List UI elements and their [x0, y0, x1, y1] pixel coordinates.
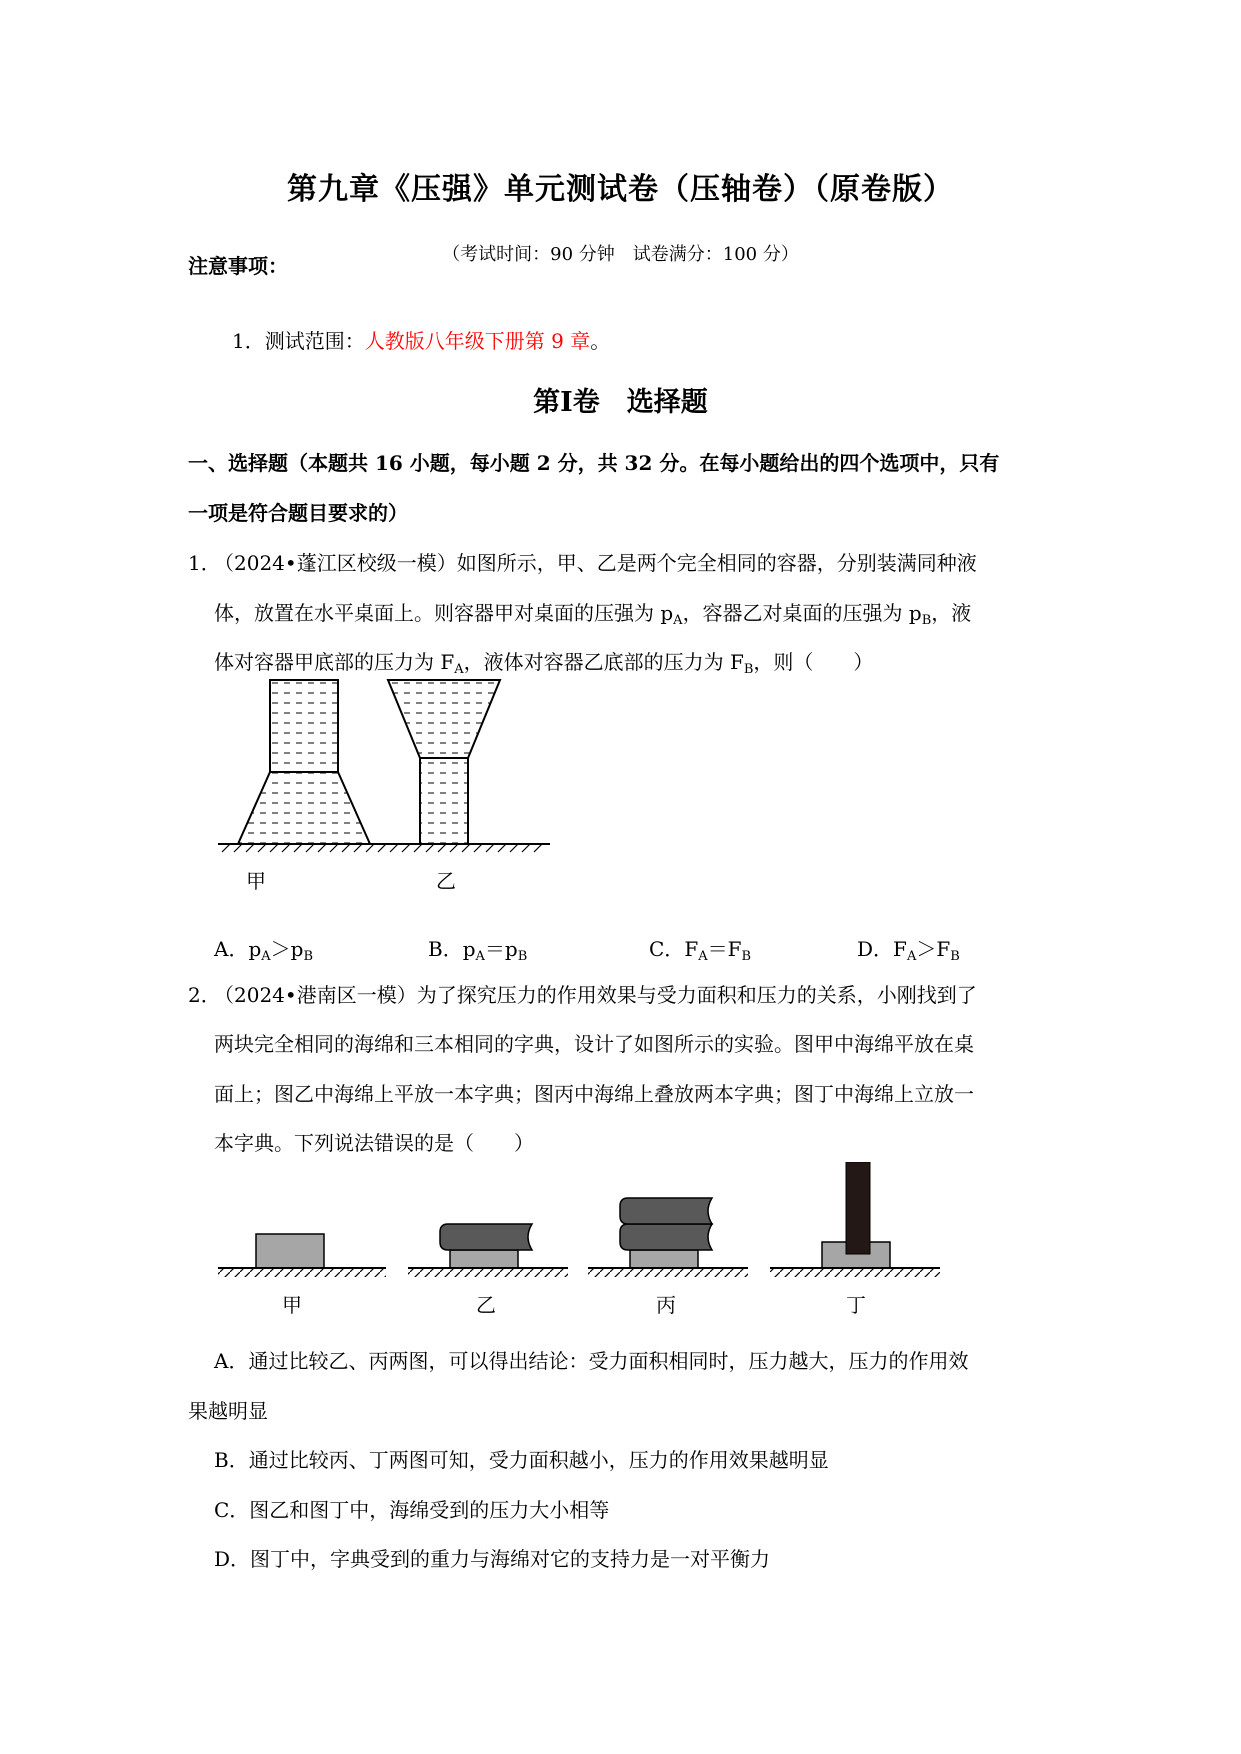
q1-line2: 体，放置在水平桌面上。则容器甲对桌面的压强为 $p_A$，容器乙对桌面的压强为 $p_B$，液	[214, 601, 972, 628]
setup-yi	[408, 1224, 568, 1277]
q2-option-c: C．图乙和图丁中，海绵受到的压力大小相等	[214, 1498, 610, 1522]
notice-item	[232, 327, 610, 355]
book	[620, 1198, 712, 1224]
q1-figure	[210, 678, 630, 908]
q1-option-d: D．$F_A>F_B$	[857, 937, 960, 964]
q1-line3: 体对容器甲底部的压力为 $F_A$，液体对容器乙底部的压力为 $F_B$，则（ ）	[214, 650, 874, 677]
section-title: 第Ⅰ卷 选择题	[533, 387, 708, 418]
q2-figure	[210, 1162, 950, 1322]
q2-line2: 两块完全相同的海绵和三本相同的字典，设计了如图所示的实验。图甲中海绵平放在桌	[214, 1032, 974, 1056]
setup-jia	[218, 1234, 386, 1277]
fig1-label-jia: 甲	[246, 869, 266, 893]
q2-line1: （2024•港南区一模）为了探究压力的作用效果与受力面积和压力的关系，小刚找到了	[214, 983, 977, 1007]
notice-label: 注意事项：	[188, 254, 288, 278]
q2-line3: 面上；图乙中海绵上平放一本字典；图丙中海绵上叠放两本字典；图丁中海绵上立放一	[214, 1082, 974, 1106]
q2-option-d: D．图丁中，字典受到的重力与海绵对它的支持力是一对平衡力	[214, 1547, 771, 1571]
fig2-label-bing: 丙	[656, 1293, 676, 1317]
container-yi	[388, 680, 500, 844]
ground	[218, 844, 550, 852]
fig1-label-yi: 乙	[436, 869, 456, 893]
notice-scope: 人教版八年级下册第 9 章	[364, 329, 591, 353]
q2-option-a-line1: A．通过比较乙、丙两图，可以得出结论：受力面积相同时，压力越大，压力的作用效	[214, 1349, 969, 1373]
page-title: 第九章《压强》单元测试卷（压轴卷）（原卷版）	[287, 172, 954, 207]
book	[620, 1224, 712, 1250]
q1-number: 1．	[188, 551, 221, 575]
q1-option-a: A．$p_A>p_B$	[214, 937, 314, 964]
sponge	[630, 1250, 698, 1268]
part1-heading-line1: 一、选择题（本题共 16 小题，每小题 2 分，共 32 分。在每小题给出的四个选项中，只有	[188, 451, 1000, 475]
book-standing	[846, 1162, 870, 1254]
q2-option-a-line2: 果越明显	[188, 1399, 268, 1423]
fig2-label-jia: 甲	[282, 1293, 302, 1317]
setup-bing	[588, 1198, 748, 1277]
q1-option-b: B．$p_A=p_B$	[428, 937, 528, 964]
sponge	[450, 1250, 518, 1268]
notice-item-suffix: 。	[590, 329, 611, 353]
part1-heading-line2: 一项是符合题目要求的）	[188, 501, 408, 525]
book	[440, 1224, 532, 1250]
q2-number: 2．	[188, 983, 221, 1007]
container-jia	[238, 680, 370, 844]
exam-info: （考试时间：90 分钟 试卷满分：100 分）	[442, 244, 799, 265]
q2-line4: 本字典。下列说法错误的是（ ）	[214, 1131, 534, 1155]
notice-item-prefix: 1．测试范围：	[232, 329, 365, 353]
setup-ding	[770, 1162, 940, 1277]
q1-line1: （2024•蓬江区校级一模）如图所示，甲、乙是两个完全相同的容器，分别装满同种液	[214, 551, 977, 575]
q1-option-c: C．$F_A=F_B$	[649, 937, 752, 964]
sponge	[256, 1234, 324, 1268]
fig2-label-ding: 丁	[846, 1293, 866, 1317]
fig2-label-yi: 乙	[476, 1293, 496, 1317]
q2-option-b: B．通过比较丙、丁两图可知，受力面积越小，压力的作用效果越明显	[214, 1448, 829, 1472]
